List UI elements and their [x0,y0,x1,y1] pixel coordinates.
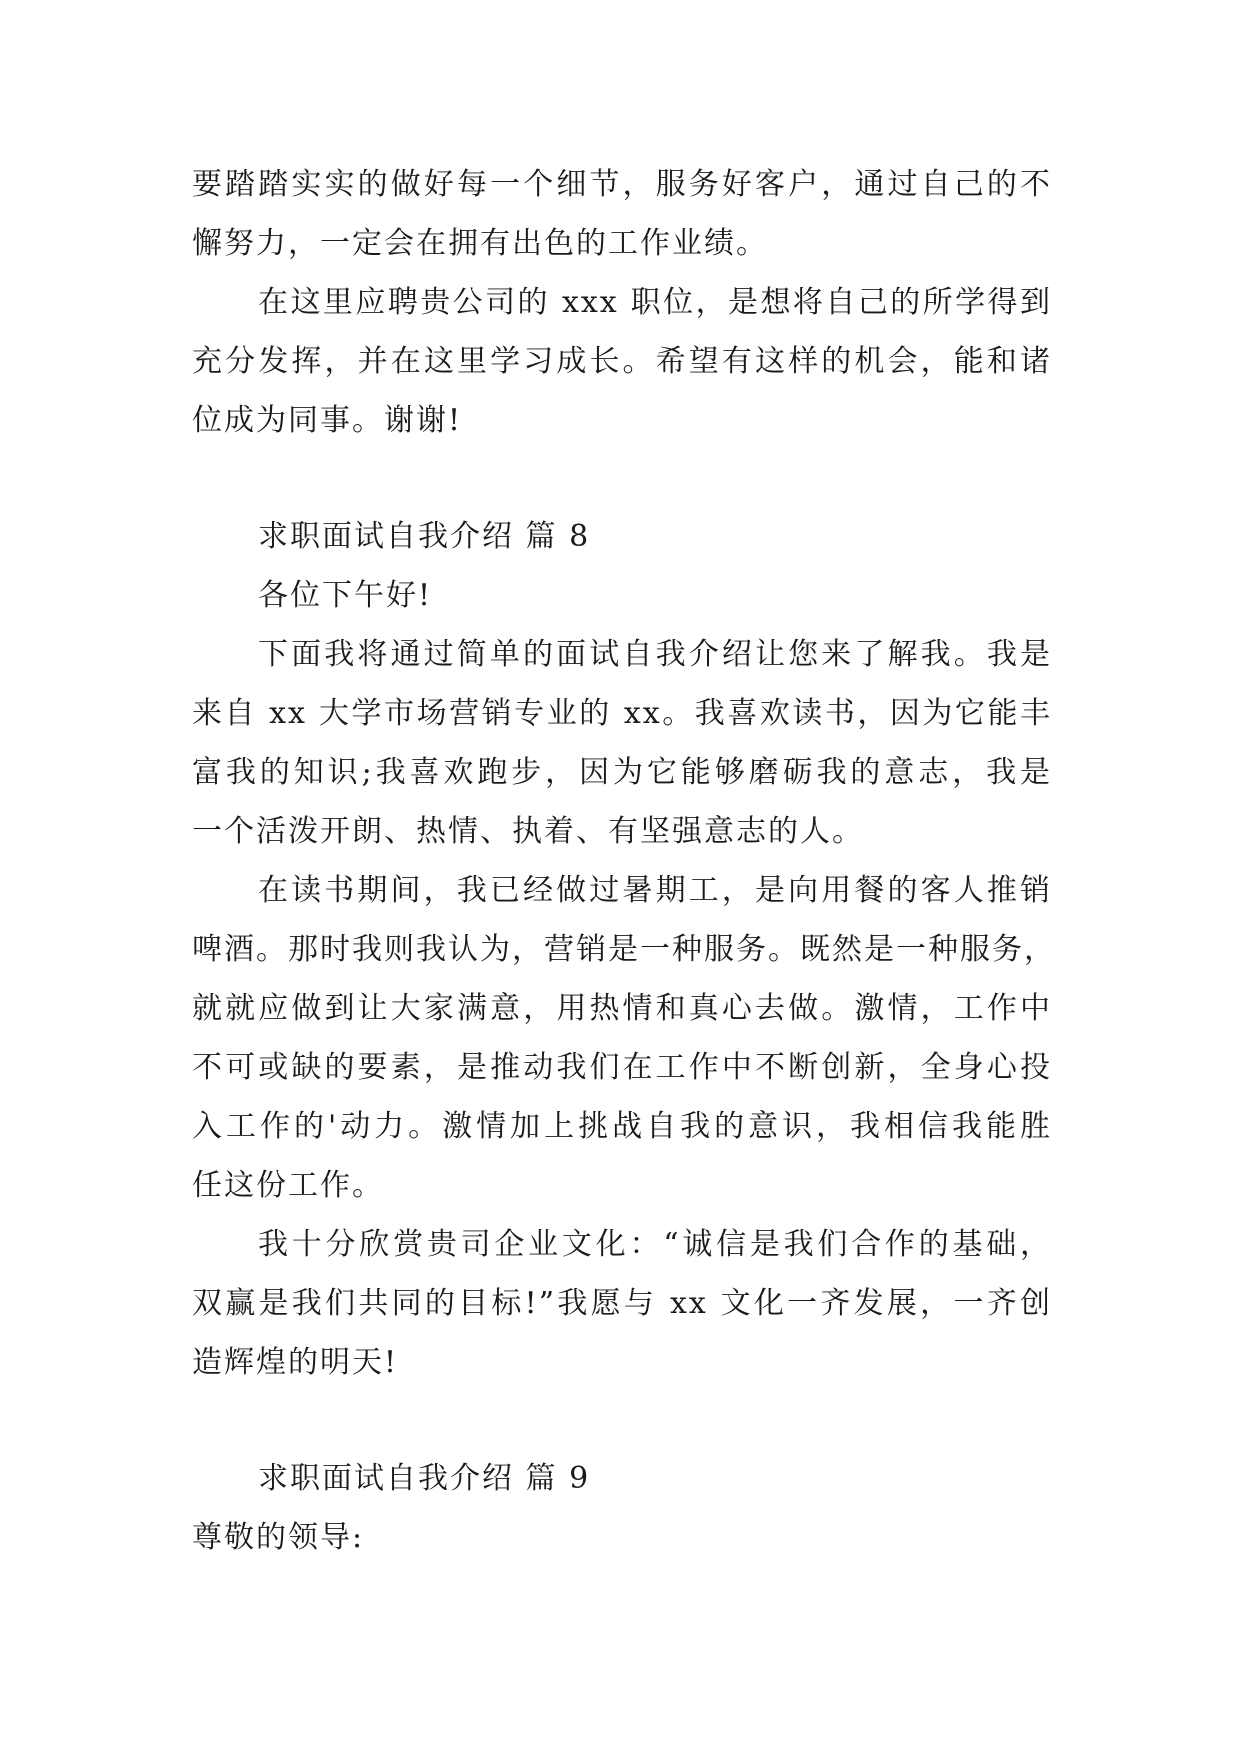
text-line: 我十分欣赏贵司企业文化：“诚信是我们合作的基础， [258,1227,1052,1262]
section-heading: 求职面试自我介绍 篇 8 [258,519,591,554]
text-line: 要踏踏实实的做好每一个细节，服务好客户，通过自己的不 [192,167,1052,202]
text-line: 任这份工作。 [192,1168,384,1203]
text-line: 一个活泼开朗、热情、执着、有坚强意志的人。 [192,814,864,849]
text-line: 来自 xx 大学市场营销专业的 xx。我喜欢读书，因为它能丰 [192,696,1052,731]
text-line: 富我的知识;我喜欢跑步，因为它能够磨砺我的意志，我是 [192,755,1052,790]
text-line: 充分发挥，并在这里学习成长。希望有这样的机会，能和诸 [192,344,1052,379]
greeting: 各位下午好! [258,578,433,613]
text-line: 入工作的'动力。激情加上挑战自我的意识，我相信我能胜 [192,1109,1052,1144]
section-heading: 求职面试自我介绍 篇 9 [258,1461,591,1496]
document-page [192,155,1056,1567]
text-line: 位成为同事。谢谢! [192,403,463,438]
text-line: 双赢是我们共同的目标!”我愿与 xx 文化一齐发展，一齐创 [192,1286,1052,1321]
salutation: 尊敬的领导: [192,1520,365,1555]
text-line: 懈努力，一定会在拥有出色的工作业绩。 [192,226,768,261]
text-line: 不可或缺的要素，是推动我们在工作中不断创新，全身心投 [192,1050,1052,1085]
text-line: 在这里应聘贵公司的 xxx 职位，是想将自己的所学得到 [258,285,1052,320]
text-line: 就就应做到让大家满意，用热情和真心去做。激情，工作中 [192,991,1052,1026]
text-line: 造辉煌的明天! [192,1345,399,1380]
text-line: 在读书期间，我已经做过暑期工，是向用餐的客人推销 [258,873,1052,908]
text-line: 下面我将通过简单的面试自我介绍让您来了解我。我是 [258,637,1052,672]
text-line: 啤酒。那时我则我认为，营销是一种服务。既然是一种服务， [192,932,1056,967]
